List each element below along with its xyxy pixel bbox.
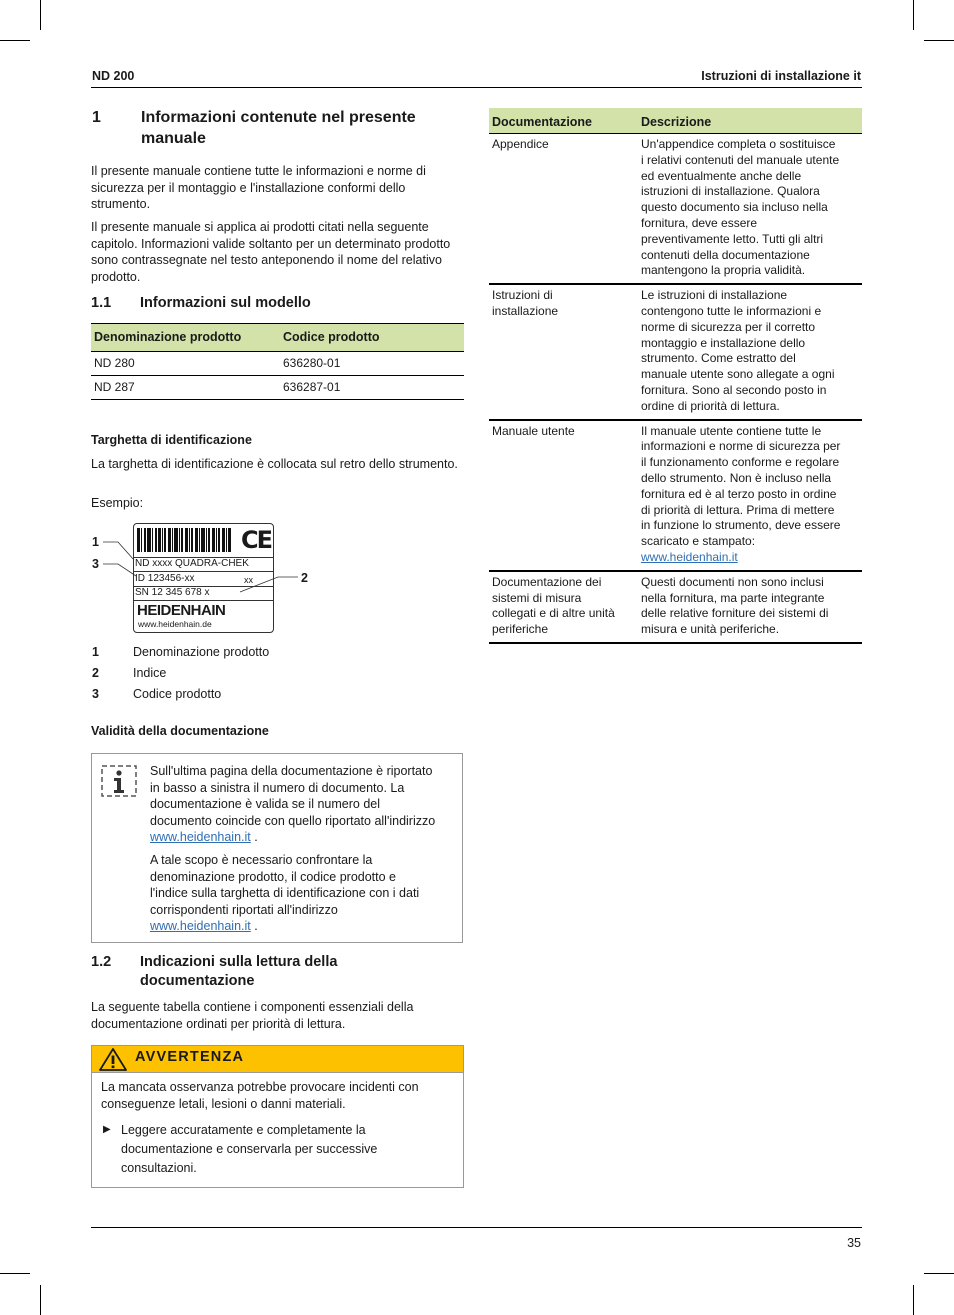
heidenhain-link[interactable]: www.heidenhain.it — [150, 919, 251, 933]
callout-number: 3 — [92, 557, 99, 571]
section-1-2-heading — [91, 953, 463, 993]
warning-text: La mancata osservanza potrebbe provocare incidenti con conseguenze letali, lesioni o danni materiali. — [101, 1080, 419, 1111]
validity-text: A tale scopo è necessario confrontare la denominazione prodotto, il codice prodotto e l'indice sulla targhetta di identificazione con i dati corrispondenti riportati all'indirizzo — [150, 853, 420, 917]
table-cell: Un'appendice completa o sostituisce i relativi contenuti del manuale utente ed eventualmente anche delle istruzioni di installazione. Qualora questo documento sia incluso nella fornitura, deve essere preventivamente letto. Tutti gli altri contenuti della documentazione mantengono la propria validità. — [638, 134, 862, 285]
validity-paragraph-1 — [150, 763, 436, 846]
heidenhain-logo: HEIDENHAIN — [137, 602, 226, 619]
section-title-line1: Informazioni contenute nel presente — [141, 109, 416, 126]
crop-mark — [913, 1285, 914, 1315]
table-cell: Appendice — [489, 134, 638, 285]
warning-box — [91, 1045, 464, 1188]
documentation-table — [489, 108, 862, 644]
intro-paragraph-1: Il presente manuale contiene tutte le informazioni e norme di sicurezza per il montaggio e l'installazione conformi dello strumento. — [91, 164, 426, 211]
section-title: Informazioni sul modello — [140, 295, 311, 311]
legend-number: 1 — [92, 645, 99, 659]
table-cell: Documentazione dei sistemi di misura collegati e di altre unità periferiche — [489, 571, 638, 643]
model-table — [91, 323, 464, 400]
warning-header — [92, 1046, 463, 1073]
example-label: Esempio: — [91, 496, 144, 510]
table-header-cell: Codice prodotto — [280, 324, 464, 352]
table-cell: Istruzioni di installazione — [489, 284, 638, 419]
legend-item — [92, 645, 269, 659]
nameplate-index: xx — [244, 575, 253, 585]
nameplate-serial-line: SN 12 345 678 x — [135, 587, 210, 598]
table-cell: ND 280 — [91, 352, 280, 376]
table-header-cell: Descrizione — [638, 108, 862, 134]
header-rule — [91, 87, 862, 88]
table-row — [489, 284, 862, 419]
legend-text: Codice prodotto — [133, 687, 222, 701]
table-cell: 636287-01 — [280, 376, 464, 400]
crop-mark — [40, 0, 41, 30]
legend-number: 3 — [92, 687, 99, 701]
legend-text: Denominazione prodotto — [133, 645, 270, 659]
validity-text: Sull'ultima pagina della documentazione è riportato in basso a sinistra il numero di documento. La documentazione è valida se il numero del documento coincide con quello riportato all'indirizzo — [150, 764, 436, 828]
bullet-arrow-icon: ▶ — [103, 1124, 111, 1135]
warning-triangle-icon — [99, 1048, 127, 1071]
table-row — [91, 352, 464, 376]
validity-text-end: . — [254, 919, 258, 933]
warning-title: AVVERTENZA — [135, 1049, 245, 1065]
table-row — [489, 420, 862, 571]
nameplate-website: www.heidenhain.de — [138, 619, 212, 629]
legend-number: 2 — [92, 666, 99, 680]
ce-mark: CE — [241, 526, 272, 554]
section-title-line2: documentazione — [140, 973, 255, 989]
table-header-cell: Documentazione — [489, 108, 638, 134]
nameplate-heading: Targhetta di identificazione — [91, 433, 252, 447]
nameplate-model-line: ND xxxx QUADRA-CHEK — [135, 558, 249, 569]
warning-instruction: Leggere accuratamente e completamente la documentazione e conservarla per successive consultazioni. — [121, 1123, 378, 1175]
legend-text: Indice — [133, 666, 167, 680]
nameplate-id-line: ID 123456-xx — [135, 573, 195, 584]
section-title-line1: Indicazioni sulla lettura della — [140, 954, 338, 970]
section-1-heading — [92, 108, 464, 150]
table-row — [489, 571, 862, 643]
table-cell: Le istruzioni di installazione contengono tutte le informazioni e norme di sicurezza per il corretto montaggio e installazione dello strumento. Come estratto del manuale utente sono allegate a ogni fornitura. Sono al secondo posto in ordine di priorità di lettura. — [638, 284, 862, 419]
header-doc-title: Istruzioni di installazione it — [701, 69, 861, 83]
page-number: 35 — [847, 1236, 861, 1250]
table-cell-text: Il manuale utente contiene tutte le informazioni e norme di sicurezza per il funzionamento conforme e regolare dello strumento. Non è incluso nella fornitura ed è al terzo posto in ordine di priorità di lettura. Prima di mettere in funzione lo strumento, deve essere scaricato e stampato: — [641, 423, 841, 549]
table-header-row — [489, 108, 862, 134]
info-note-box — [91, 753, 463, 943]
validity-text-end: . — [254, 830, 258, 844]
crop-mark — [0, 1273, 30, 1274]
section-title-line2: manuale — [141, 130, 206, 147]
section-number: 1.1 — [91, 295, 112, 311]
nameplate-text: La targhetta di identificazione è collocata sul retro dello strumento. — [91, 457, 458, 471]
table-cell: Questi documenti non sono inclusi nella fornitura, ma parte integrante delle relative forniture dei sistemi di misura e unità periferiche. — [638, 571, 862, 643]
crop-mark — [924, 40, 954, 41]
crop-mark — [40, 1285, 41, 1315]
table-header-row — [91, 324, 464, 352]
callout-leaders — [90, 520, 315, 638]
section-1-1-heading — [91, 294, 463, 314]
intro-paragraph-2: Il presente manuale si applica ai prodotti citati nella seguente capitolo. Informazioni valide soltanto per un determinato prodotto sono contrassegnate nel testo anteponendo il nome del relativo prodotto. — [91, 220, 451, 284]
header-product: ND 200 — [92, 69, 135, 83]
heidenhain-link[interactable]: www.heidenhain.it — [641, 549, 738, 564]
table-cell: 636280-01 — [280, 352, 464, 376]
section-number: 1 — [92, 109, 101, 126]
crop-mark — [924, 1273, 954, 1274]
table-cell: Manuale utente — [489, 420, 638, 571]
crop-mark — [913, 0, 914, 30]
nameplate-illustration — [90, 520, 315, 638]
legend-item — [92, 666, 166, 680]
callout-number: 1 — [92, 535, 99, 549]
callout-number: 2 — [301, 571, 308, 585]
info-icon — [101, 765, 137, 797]
validity-heading: Validità della documentazione — [91, 724, 269, 738]
reading-order-paragraph: La seguente tabella contiene i componenti essenziali della documentazione ordinati per priorità di lettura. — [91, 1000, 414, 1031]
section-number: 1.2 — [91, 954, 112, 970]
table-row — [489, 134, 862, 285]
footer-rule — [91, 1227, 862, 1228]
table-row — [91, 376, 464, 400]
legend-item — [92, 687, 221, 701]
heidenhain-link[interactable]: www.heidenhain.it — [150, 830, 251, 844]
table-cell — [638, 420, 862, 571]
crop-mark — [0, 40, 30, 41]
validity-paragraph-2 — [150, 852, 436, 935]
table-header-cell: Denominazione prodotto — [91, 324, 280, 352]
table-cell: ND 287 — [91, 376, 280, 400]
